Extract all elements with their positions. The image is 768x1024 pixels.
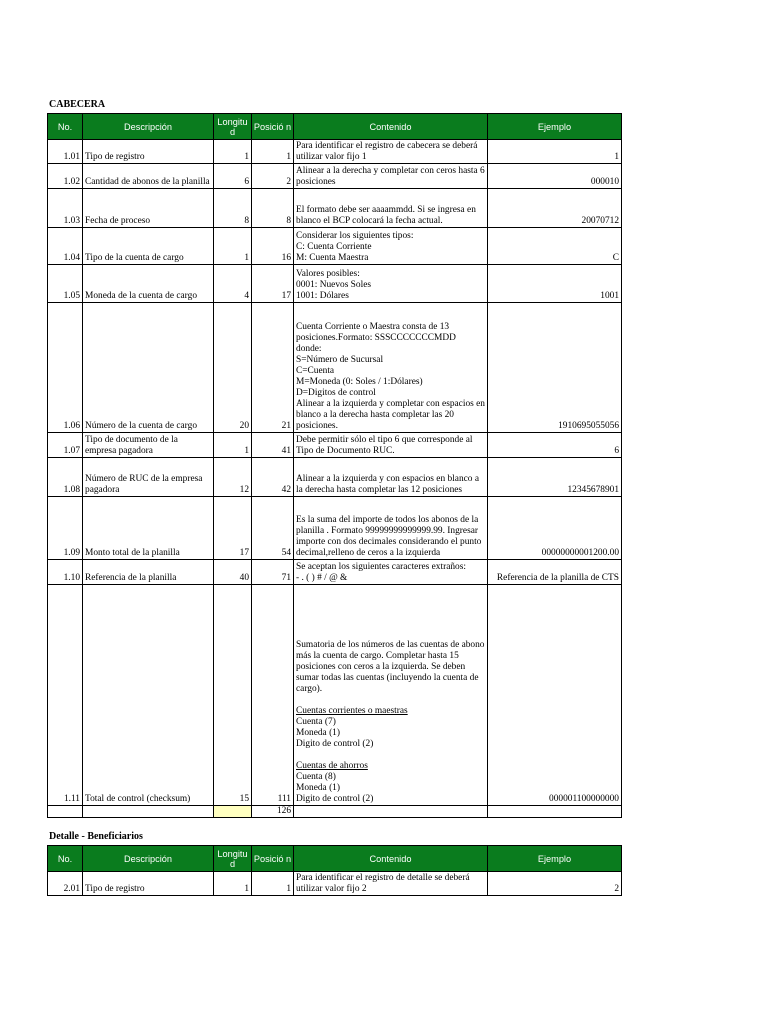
col-header-descripcion: Descripción (83, 114, 214, 140)
row-content: Para identificar el registro de detalle se deberá utilizar valor fijo 2 (294, 872, 488, 896)
row-description: Moneda de la cuenta de cargo (83, 265, 214, 303)
empty-cell (48, 806, 83, 818)
row-length: 40 (214, 560, 252, 585)
total-position: 126 (252, 806, 294, 818)
row-position: 21 (252, 303, 294, 433)
detalle-table (47, 845, 622, 896)
col-header-ejemplo: Ejemplo (488, 846, 622, 872)
row-content: Cuenta Corriente o Maestra consta de 13 posiciones.Formato: SSSCCCCCCCMDD donde: S=Número de Sucursal C=Cuenta M=Moneda (0: Soles / 1:Dólares) D=Digitos de control Alinear a la izquierda y completar con espacios en blanco a la derecha hasta completar las 20 posiciones. (294, 303, 488, 433)
col-header-ejemplo: Ejemplo (488, 114, 622, 140)
row-length: 17 (214, 497, 252, 560)
row-content: Alinear a la derecha y completar con ceros hasta 6 posiciones (294, 164, 488, 189)
table-row (48, 458, 622, 497)
empty-cell (488, 806, 622, 818)
row-description: Fecha de proceso (83, 189, 214, 228)
row-content: Se aceptan los siguientes caracteres extraños: - . ( ) # / @ & (294, 560, 488, 585)
col-header-contenido: Contenido (294, 114, 488, 140)
row-content (294, 585, 488, 806)
row-content: Es la suma del importe de todos los abonos de la planilla . Formato 99999999999999.99. Ingresar importe con dos decimales considerando el punto decimal,relleno de ceros a la izquierda (294, 497, 488, 560)
row-position: 42 (252, 458, 294, 497)
row-position: 54 (252, 497, 294, 560)
empty-cell (83, 806, 214, 818)
table-row (48, 585, 622, 806)
row-position: 8 (252, 189, 294, 228)
table-row (48, 303, 622, 433)
checksum-description: Sumatoria de los números de las cuentas de abono más la cuenta de cargo. Completar hasta 15 posiciones con ceros a la izquierda. Se deben sumar todas las cuentas (incluyendo la cuenta de cargo). (296, 640, 485, 694)
highlight-cell (214, 806, 252, 818)
row-length: 20 (214, 303, 252, 433)
header-row (48, 846, 622, 872)
row-position: 111 (252, 585, 294, 806)
col-header-descripcion: Descripción (83, 846, 214, 872)
row-position: 1 (252, 140, 294, 164)
row-length: 4 (214, 265, 252, 303)
table-row (48, 189, 622, 228)
row-no: 1.08 (48, 458, 83, 497)
col-header-contenido: Contenido (294, 846, 488, 872)
col-header-longitud: Longitu d (214, 114, 252, 140)
row-description: Cantidad de abonos de la planilla (83, 164, 214, 189)
row-no: 1.09 (48, 497, 83, 560)
row-description: Total de control (checksum) (83, 585, 214, 806)
table-row (48, 265, 622, 303)
row-length: 6 (214, 164, 252, 189)
row-example: C (488, 228, 622, 265)
row-content: Alinear a la izquierda y con espacios en blanco a la derecha hasta completar las 12 posiciones (294, 458, 488, 497)
col-header-longitud: Longitu d (214, 846, 252, 872)
row-position: 71 (252, 560, 294, 585)
row-length: 1 (214, 228, 252, 265)
row-no: 1.06 (48, 303, 83, 433)
section-title-detalle: Detalle - Beneficiarios (49, 831, 143, 842)
row-no: 1.04 (48, 228, 83, 265)
table-row (48, 140, 622, 164)
col-header-no: No. (48, 846, 83, 872)
row-description: Número de la cuenta de cargo (83, 303, 214, 433)
row-position: 41 (252, 433, 294, 458)
table-row (48, 872, 622, 896)
row-example: 1910695055056 (488, 303, 622, 433)
row-example: 20070712 (488, 189, 622, 228)
row-no: 1.11 (48, 585, 83, 806)
row-description: Referencia de la planilla (83, 560, 214, 585)
row-length: 1 (214, 872, 252, 896)
row-no: 1.01 (48, 140, 83, 164)
row-description: Tipo de registro (83, 872, 214, 896)
table-row (48, 497, 622, 560)
row-example: 6 (488, 433, 622, 458)
row-description: Monto total de la planilla (83, 497, 214, 560)
row-description: Tipo de documento de la empresa pagadora (83, 433, 214, 458)
col-header-posicion: Posició n (252, 114, 294, 140)
row-position: 16 (252, 228, 294, 265)
row-position: 1 (252, 872, 294, 896)
row-content: Considerar los siguientes tipos: C: Cuenta Corriente M: Cuenta Maestra (294, 228, 488, 265)
row-position: 17 (252, 265, 294, 303)
table-row (48, 433, 622, 458)
row-no: 1.07 (48, 433, 83, 458)
table-row (48, 228, 622, 265)
row-content: Debe permitir sólo el tipo 6 que corresponde al Tipo de Documento RUC. (294, 433, 488, 458)
row-description: Número de RUC de la empresa pagadora (83, 458, 214, 497)
row-no: 1.05 (48, 265, 83, 303)
table-row (48, 560, 622, 585)
row-example: 1 (488, 140, 622, 164)
row-example: 000010 (488, 164, 622, 189)
col-header-no: No. (48, 114, 83, 140)
row-content: Para identificar el registro de cabecera se deberá utilizar valor fijo 1 (294, 140, 488, 164)
row-length: 12 (214, 458, 252, 497)
row-example: 000001100000000 (488, 585, 622, 806)
row-example: 12345678901 (488, 458, 622, 497)
header-row (48, 114, 622, 140)
row-no: 1.10 (48, 560, 83, 585)
total-row (48, 806, 622, 818)
row-content: Valores posibles: 0001: Nuevos Soles 1001: Dólares (294, 265, 488, 303)
checksum-list-corrientes: Cuenta (7) Moneda (1) Digito de control (2) (296, 717, 374, 749)
row-length: 1 (214, 433, 252, 458)
row-description: Tipo de la cuenta de cargo (83, 228, 214, 265)
row-no: 1.02 (48, 164, 83, 189)
col-header-posicion: Posició n (252, 846, 294, 872)
row-length: 8 (214, 189, 252, 228)
cabecera-table (47, 113, 622, 818)
row-example: Referencia de la planilla de CTS (488, 560, 622, 585)
checksum-subtitle-corrientes: Cuentas corrientes o maestras (296, 706, 408, 716)
row-example: 00000000001200.00 (488, 497, 622, 560)
row-no: 1.03 (48, 189, 83, 228)
table-row (48, 164, 622, 189)
empty-cell (294, 806, 488, 818)
row-length: 1 (214, 140, 252, 164)
row-length: 15 (214, 585, 252, 806)
row-position: 2 (252, 164, 294, 189)
checksum-subtitle-ahorros: Cuentas de ahorros (296, 761, 368, 771)
row-content: El formato debe ser aaaammdd. Si se ingresa en blanco el BCP colocará la fecha actual. (294, 189, 488, 228)
row-example: 2 (488, 872, 622, 896)
checksum-list-ahorros: Cuenta (8) Moneda (1) Digito de control (2) (296, 772, 374, 804)
row-no: 2.01 (48, 872, 83, 896)
row-example: 1001 (488, 265, 622, 303)
section-title-cabecera: CABECERA (49, 99, 106, 110)
row-description: Tipo de registro (83, 140, 214, 164)
